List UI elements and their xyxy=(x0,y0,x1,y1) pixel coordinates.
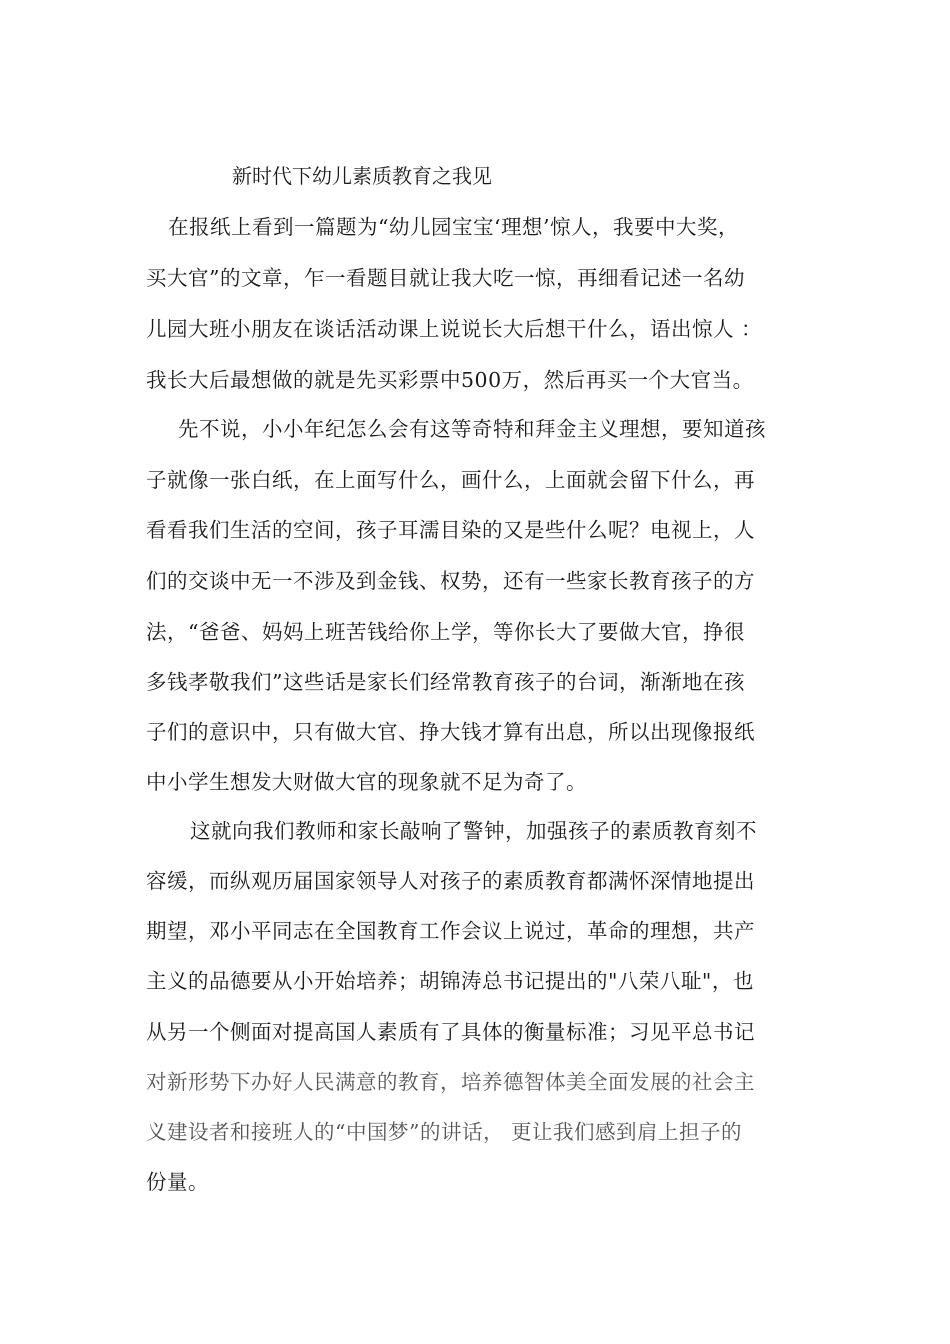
paragraph-line: 看看我们生活的空间，孩子耳濡目染的又是些什么呢？电视上，人 xyxy=(146,518,755,542)
paragraph-line: 买大官”的文章，乍一看题目就让我大吃一惊，再细看记述一名幼 xyxy=(146,266,745,290)
paragraph-line: 儿园大班小朋友在谈话活动课上说说长大后想干什么，语出惊人 ： xyxy=(146,317,763,341)
paragraph-line: 容缓，而纵观历届国家领导人对孩子的素质教育都满怀深情地提出 xyxy=(146,869,755,893)
paragraph-line: 法，“爸爸、妈妈上班苦钱给你上学，等你长大了要做大官，挣很 xyxy=(146,620,745,644)
document-title: 新时代下幼儿素质教育之我见 xyxy=(232,164,492,188)
paragraph-line: 这就向我们教师和家长敲响了警钟，加强孩子的素质教育刻不 xyxy=(190,819,757,843)
paragraph-line: 主义的品德要从小开始培养；胡锦涛总书记提出的"八荣八耻"，也 xyxy=(146,969,754,993)
paragraph-line: 份量。 xyxy=(146,1170,209,1194)
paragraph-line: 期望，邓小平同志在全国教育工作会议上说过，革命的理想，共产 xyxy=(146,919,755,943)
paragraph-line: 多钱孝敬我们”这些话是家长们经常教育孩子的台词，渐渐地在孩 xyxy=(146,670,745,694)
paragraph-line: 先不说，小小年纪怎么会有这等奇特和拜金主义理想，要知道孩 xyxy=(178,417,766,441)
paragraph-line: 我长大后最想做的就是先买彩票中500万，然后再买一个大官当。 xyxy=(146,368,754,392)
paragraph-line: 义建设者和接班人的“中国梦”的讲话， 更让我们感到肩上担子的 xyxy=(146,1120,742,1144)
paragraph-line: 子们的意识中，只有做大官、挣大钱才算有出息，所以出现像报纸 xyxy=(146,720,755,744)
paragraph-line: 子就像一张白纸，在上面写什么，画什么，上面就会留下什么，再 xyxy=(146,468,755,492)
paragraph-line: 对新形势下办好人民满意的教育，培养德智体美全面发展的社会主 xyxy=(146,1070,755,1094)
paragraph-line: 中小学生想发大财做大官的现象就不足为奇了。 xyxy=(146,770,587,794)
paragraph-line: 从另一个侧面对提高国人素质有了具体的衡量标准；习见平总书记 xyxy=(146,1020,755,1044)
paragraph-line: 们的交谈中无一不涉及到金钱、权势，还有一些家长教育孩子的方 xyxy=(146,569,755,593)
paragraph-line: 在报纸上看到一篇题为“幼儿园宝宝‘理想’惊人，我要中大奖， xyxy=(168,215,740,239)
